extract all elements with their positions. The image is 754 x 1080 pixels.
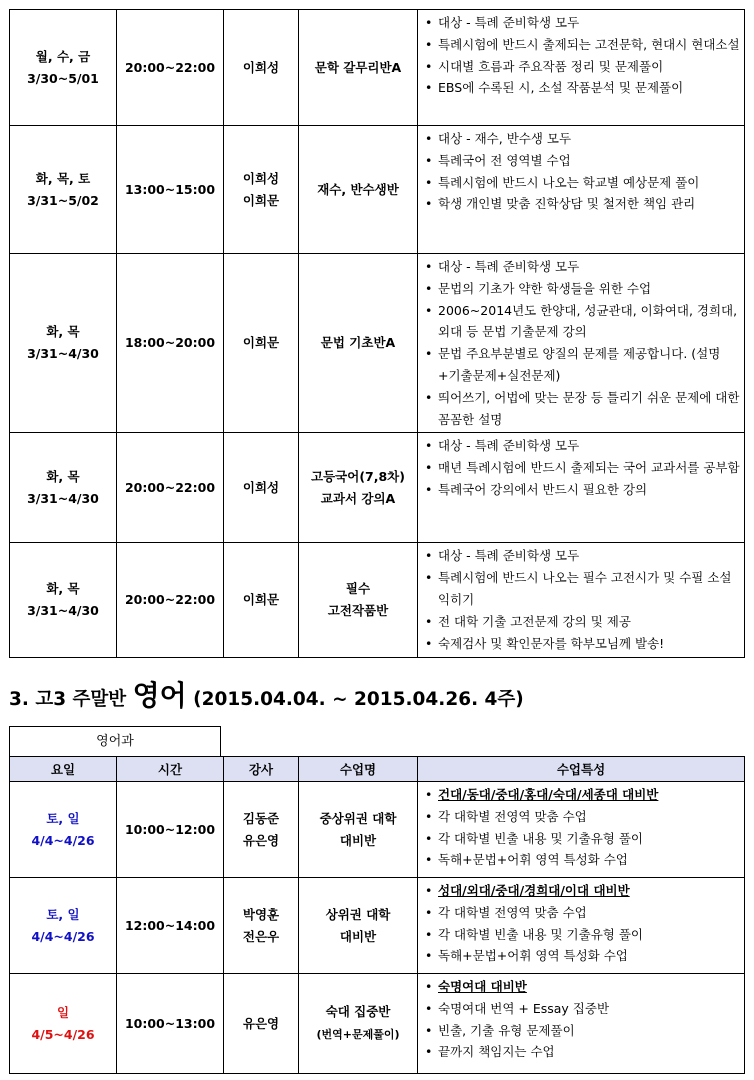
table-row	[10, 254, 745, 433]
row-days-line: 4/5~4/26	[31, 1026, 95, 1042]
row-time	[117, 433, 224, 543]
header-time: 시간	[117, 757, 224, 782]
row-time-line: 10:00~12:00	[124, 821, 216, 837]
row-time	[117, 878, 224, 974]
feature-list	[424, 12, 740, 99]
row-days-line: 4/4~4/26	[31, 928, 95, 944]
row-time-line: 12:00~14:00	[124, 917, 216, 933]
feature-item: • 독해+문법+어휘 영역 특성화 수업	[424, 849, 740, 871]
feature-item: • 대상 - 특례 준비학생 모두	[424, 12, 740, 34]
row-course	[299, 878, 418, 974]
feature-list	[424, 976, 740, 1063]
row-days	[10, 126, 117, 254]
row-time-line: 18:00~20:00	[124, 335, 216, 351]
feature-list	[424, 256, 740, 430]
row-course	[299, 974, 418, 1074]
feature-item: • EBS에 수록된 시, 소설 작품분석 및 문제풀이	[424, 77, 740, 99]
row-time	[117, 10, 224, 126]
row-days-line: 3/30~5/01	[27, 70, 99, 86]
row-instructor	[224, 974, 299, 1074]
feature-list	[424, 880, 740, 967]
row-course	[299, 10, 418, 126]
row-days	[10, 10, 117, 126]
table-row	[10, 10, 745, 126]
row-course-line: 숙대 집중반	[325, 1004, 391, 1019]
feature-item: • 시대별 흐름과 주요작품 정리 및 문제풀이	[424, 56, 740, 78]
table-row	[10, 878, 745, 974]
row-instructor-line: 이희문	[242, 335, 280, 351]
row-instructor	[224, 543, 299, 658]
header-course: 수업명	[299, 757, 418, 782]
row-features	[418, 10, 745, 126]
section-title	[9, 676, 524, 716]
feature-highlight	[424, 976, 740, 998]
schedule-table-english-body	[10, 782, 745, 1074]
header-instructor: 강사	[224, 757, 299, 782]
department-tab: 영어과	[9, 726, 221, 756]
row-instructor	[224, 782, 299, 878]
row-days-line: 3/31~4/30	[27, 490, 99, 506]
feature-highlight-text: 성대/외대/중대/경희대/이대 대비반	[438, 883, 630, 898]
row-instructor-line: 박영훈	[242, 906, 280, 922]
feature-item: • 숙명여대 번역 + Essay 집중반	[424, 998, 740, 1020]
row-features	[418, 126, 745, 254]
feature-item: • 특례국어 전 영역별 수업	[424, 150, 740, 172]
feature-item: • 대상 - 특례 준비학생 모두	[424, 545, 740, 567]
row-instructor-line: 김동준	[242, 810, 280, 826]
feature-item: • 각 대학별 전영역 맞춤 수업	[424, 902, 740, 924]
feature-item: • 띄어쓰기, 어법에 맞는 문장 등 틀리기 쉬운 문제에 대한 꼼꼼한 설명	[424, 387, 740, 431]
feature-highlight-text: 건대/동대/중대/홍대/숙대/세종대 대비반	[438, 787, 659, 802]
table-row	[10, 433, 745, 543]
row-features	[418, 433, 745, 543]
feature-item: • 특례시험에 반드시 출제되는 고전문학, 현대시 현대소설	[424, 34, 740, 56]
feature-item: • 각 대학별 전영역 맞춤 수업	[424, 806, 740, 828]
feature-highlight-text: 숙명여대 대비반	[438, 979, 527, 994]
row-features	[418, 543, 745, 658]
row-time	[117, 543, 224, 658]
row-time-line: 20:00~22:00	[124, 592, 216, 608]
table-row	[10, 974, 745, 1074]
row-course	[299, 543, 418, 658]
row-time-line: 20:00~22:00	[124, 59, 216, 75]
row-time	[117, 126, 224, 254]
feature-item: • 숙제검사 및 확인문자를 학부모님께 발송!	[424, 633, 740, 655]
row-days-line: 화, 목	[46, 468, 80, 484]
row-instructor-line: 이희문	[242, 192, 280, 208]
table-row	[10, 782, 745, 878]
row-instructor	[224, 878, 299, 974]
row-course-line: 문법 기초반A	[320, 335, 396, 351]
row-features	[418, 254, 745, 433]
header-features: 수업특성	[418, 757, 745, 782]
feature-item: • 매년 특례시험에 반드시 출제되는 국어 교과서를 공부함	[424, 457, 740, 479]
row-course-line: 교과서 강의A	[320, 490, 396, 506]
row-time	[117, 782, 224, 878]
feature-item: • 대상 - 특례 준비학생 모두	[424, 256, 740, 278]
table-row	[10, 126, 745, 254]
feature-item: • 특례시험에 반드시 나오는 필수 고전시가 및 수필 소설 익히기	[424, 567, 740, 611]
row-days	[10, 974, 117, 1074]
row-course	[299, 782, 418, 878]
row-instructor	[224, 10, 299, 126]
row-features	[418, 782, 745, 878]
section-prefix: 3. 고3 주말반	[9, 689, 133, 710]
row-course-line: 재수, 반수생반	[317, 181, 399, 197]
feature-list	[424, 784, 740, 871]
row-course-line: 상위권 대학	[325, 906, 391, 922]
row-days-line: 4/4~4/26	[31, 832, 95, 848]
row-course-line: 대비반	[339, 928, 377, 944]
row-time-line: 13:00~15:00	[124, 181, 216, 197]
section-subject: 영어	[132, 679, 187, 712]
row-days	[10, 543, 117, 658]
feature-item: • 각 대학별 빈출 내용 및 기출유형 풀이	[424, 828, 740, 850]
row-days	[10, 254, 117, 433]
row-days-line: 일	[56, 1004, 70, 1020]
row-course-line: 문학 갈무리반A	[314, 59, 402, 75]
row-instructor-line: 전은우	[242, 928, 280, 944]
schedule-table-korean-body	[10, 10, 745, 658]
feature-item: • 학생 개인별 맞춤 진학상담 및 철저한 책임 관리	[424, 193, 740, 215]
table-header-row	[10, 757, 745, 782]
row-days-line: 화, 목, 토	[35, 170, 91, 186]
row-days-line: 월, 수, 금	[35, 48, 91, 64]
row-instructor-line: 이희성	[242, 59, 280, 75]
row-features	[418, 974, 745, 1074]
row-time	[117, 254, 224, 433]
feature-item: • 전 대학 기출 고전문제 강의 및 제공	[424, 611, 740, 633]
row-days-line: 토, 일	[46, 906, 80, 922]
schedule-table-korean	[9, 9, 745, 658]
row-instructor-line: 이희문	[242, 592, 280, 608]
feature-item: • 특례국어 강의에서 반드시 필요한 강의	[424, 479, 740, 501]
row-course	[299, 254, 418, 433]
header-day: 요일	[10, 757, 117, 782]
row-instructor	[224, 126, 299, 254]
row-days	[10, 878, 117, 974]
feature-list	[424, 435, 740, 500]
row-course-line: 고전작품반	[327, 603, 389, 619]
row-days-line: 3/31~4/30	[27, 603, 99, 619]
feature-item: • 각 대학별 빈출 내용 및 기출유형 풀이	[424, 924, 740, 946]
row-instructor-line: 이희성	[242, 479, 280, 495]
feature-item: • 끝까지 책임지는 수업	[424, 1041, 740, 1063]
table-row	[10, 543, 745, 658]
row-time	[117, 974, 224, 1074]
row-course-note: (번역+문제풀이)	[316, 1028, 400, 1041]
feature-list	[424, 545, 740, 654]
row-instructor-line: 유은영	[242, 832, 280, 848]
row-time-line: 10:00~13:00	[124, 1015, 216, 1031]
feature-highlight	[424, 784, 740, 806]
row-course-line: 고등국어(7,8차)	[311, 468, 405, 484]
row-course-line: 대비반	[339, 832, 377, 848]
row-course	[299, 126, 418, 254]
feature-item: • 2006~2014년도 한양대, 성균관대, 이화여대, 경희대, 외대 등 문법 기출문제 강의	[424, 300, 740, 344]
row-features	[418, 878, 745, 974]
row-days	[10, 782, 117, 878]
feature-item: • 독해+문법+어휘 영역 특성화 수업	[424, 945, 740, 967]
feature-item: • 빈출, 기출 유형 문제풀이	[424, 1020, 740, 1042]
row-days-line: 3/31~5/02	[27, 192, 99, 208]
row-instructor-line: 유은영	[242, 1015, 280, 1031]
row-instructor	[224, 433, 299, 543]
feature-highlight	[424, 880, 740, 902]
row-days	[10, 433, 117, 543]
row-course-line: 필수	[345, 581, 371, 597]
row-instructor-line: 이희성	[242, 170, 280, 186]
row-course	[299, 433, 418, 543]
feature-item: • 대상 - 재수, 반수생 모두	[424, 128, 740, 150]
row-instructor	[224, 254, 299, 433]
feature-item: • 특례시험에 반드시 나오는 학교별 예상문제 풀이	[424, 172, 740, 194]
feature-item: • 문법의 기초가 약한 학생들을 위한 수업	[424, 278, 740, 300]
row-course-line: 중상위권 대학	[319, 810, 397, 826]
row-time-line: 20:00~22:00	[124, 479, 216, 495]
section-period: (2015.04.04. ~ 2015.04.26. 4주)	[186, 689, 524, 710]
feature-item: • 문법 주요부분별로 양질의 문제를 제공합니다. (설명+기출문제+실전문제)	[424, 343, 740, 387]
feature-item: • 대상 - 특례 준비학생 모두	[424, 435, 740, 457]
feature-list	[424, 128, 740, 215]
row-days-line: 토, 일	[46, 810, 80, 826]
row-days-line: 화, 목	[46, 324, 80, 340]
row-days-line: 화, 목	[46, 581, 80, 597]
row-days-line: 3/31~4/30	[27, 346, 99, 362]
schedule-table-english	[9, 756, 745, 1074]
